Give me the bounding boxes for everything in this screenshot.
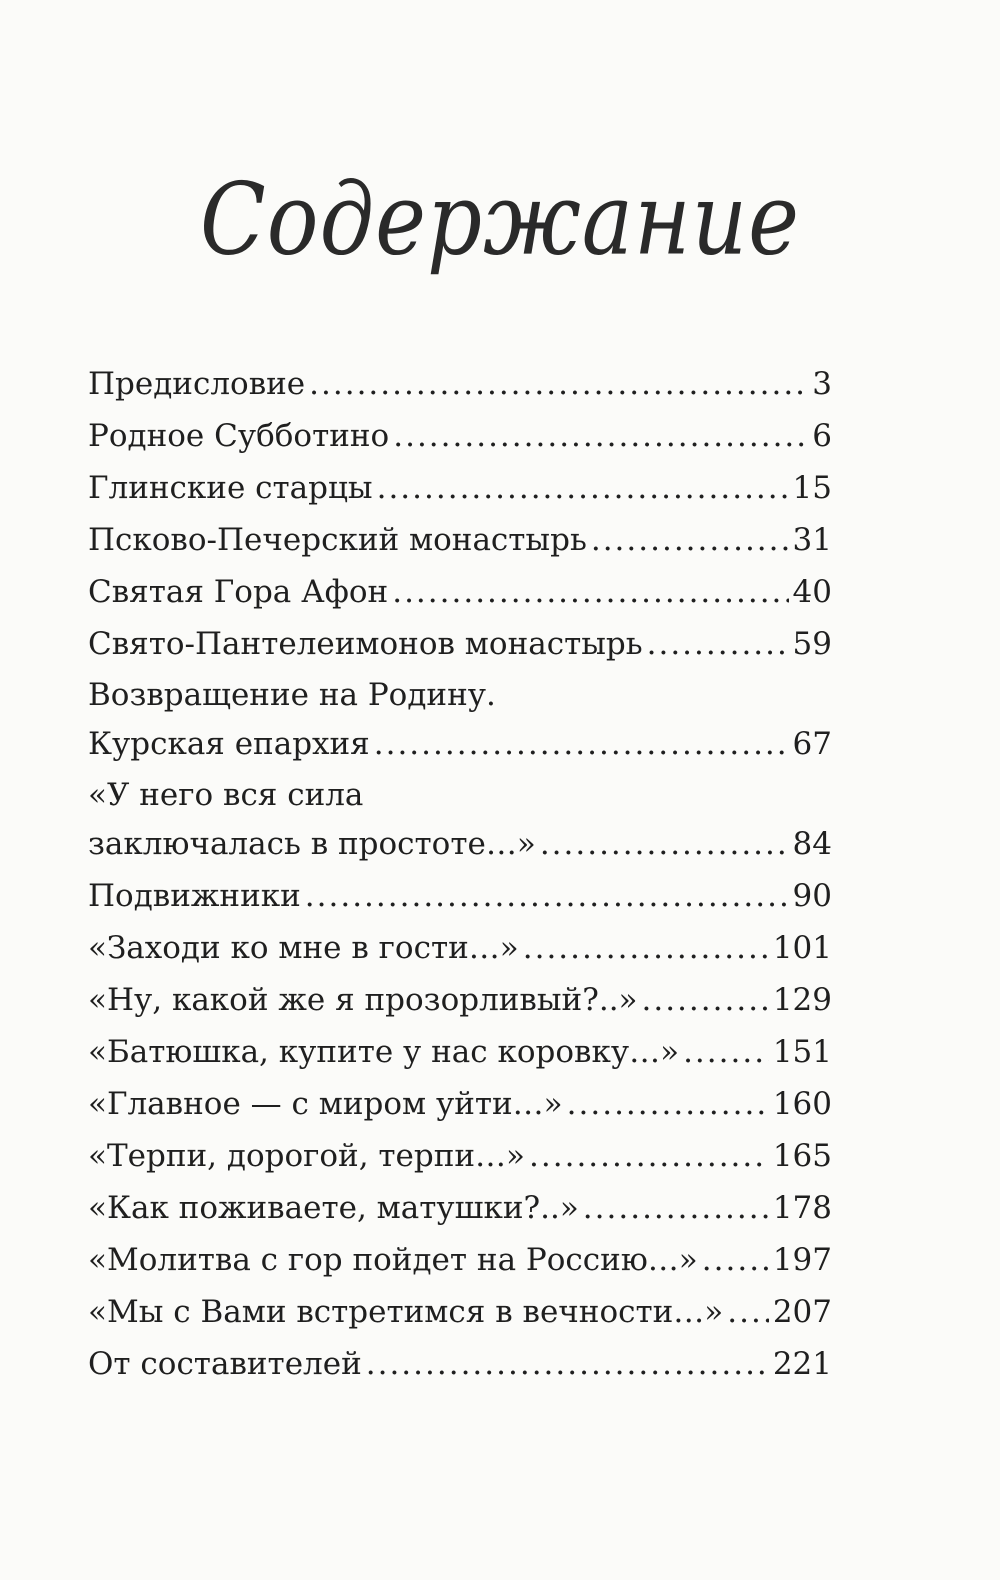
toc-entry-title: «Молитва с гор пойдет на Россию…» — [88, 1242, 698, 1278]
toc-entry — [88, 1338, 832, 1390]
dot-leader — [529, 1130, 769, 1182]
toc-entry-page: 3 — [812, 366, 832, 402]
toc-entry-title-line: «У него вся сила — [88, 777, 364, 813]
toc-entry-page: 129 — [772, 982, 832, 1018]
toc-entry-page: 31 — [792, 522, 832, 558]
toc-entry-title: Подвижники — [88, 878, 301, 914]
table-of-contents — [88, 358, 832, 1390]
dot-leader — [591, 514, 789, 566]
dot-leader — [647, 618, 789, 670]
dot-leader — [305, 870, 789, 922]
toc-entry-page: 40 — [792, 574, 832, 610]
toc-entry-page: 160 — [772, 1086, 832, 1122]
dot-leader — [683, 1026, 769, 1078]
toc-entry-page: 90 — [792, 878, 832, 914]
toc-entry-page: 6 — [812, 418, 832, 454]
toc-entry — [88, 1182, 832, 1234]
toc-entry — [88, 1078, 832, 1130]
toc-entry — [88, 514, 832, 566]
toc-entry — [88, 1130, 832, 1182]
page-title: Содержание — [200, 162, 800, 278]
toc-entry-title: Святая Гора Афон — [88, 574, 389, 610]
toc-entry-page: 178 — [772, 1190, 832, 1226]
toc-entry — [88, 566, 832, 618]
toc-entry-title: «Главное — с миром уйти…» — [88, 1086, 563, 1122]
dot-leader — [727, 1286, 769, 1338]
dot-leader — [374, 718, 789, 770]
dot-leader — [377, 462, 789, 514]
dot-leader — [393, 410, 808, 462]
toc-entry — [88, 1234, 832, 1286]
toc-entry-page: 197 — [772, 1242, 832, 1278]
toc-entry — [88, 462, 832, 514]
toc-entry — [88, 922, 832, 974]
toc-entry — [88, 358, 832, 410]
toc-entry-title: «Ну, какой же я прозорливый?..» — [88, 982, 638, 1018]
toc-entry — [88, 1026, 832, 1078]
toc-entry-title: Родное Субботино — [88, 418, 390, 454]
dot-leader — [702, 1234, 769, 1286]
toc-entry-page: 59 — [792, 626, 832, 662]
toc-entry-title: «Как поживаете, матушки?..» — [88, 1190, 579, 1226]
toc-entry-page: 151 — [772, 1034, 832, 1070]
toc-entry — [88, 410, 832, 462]
toc-entry — [88, 618, 832, 670]
toc-entry-title: «Заходи ко мне в гости…» — [88, 930, 519, 966]
toc-entry — [88, 672, 832, 770]
toc-entry-title: Глинские старцы — [88, 470, 373, 506]
dot-leader — [523, 922, 769, 974]
toc-entry-title: Свято-Пантелеимонов монастырь — [88, 626, 643, 662]
toc-entry-page: 101 — [772, 930, 832, 966]
dot-leader — [540, 818, 789, 870]
toc-entry — [88, 870, 832, 922]
toc-entry-page: 221 — [772, 1346, 832, 1382]
dot-leader — [567, 1078, 769, 1130]
toc-entry — [88, 772, 832, 870]
toc-entry-page: 67 — [792, 726, 832, 762]
dot-leader — [309, 358, 808, 410]
toc-entry-title: Курская епархия — [88, 726, 370, 762]
toc-entry-title: Псково-Печерский монастырь — [88, 522, 587, 558]
toc-entry-title: «Батюшка, купите у нас коровку…» — [88, 1034, 680, 1070]
toc-entry — [88, 1286, 832, 1338]
toc-entry-title: «Терпи, дорогой, терпи…» — [88, 1138, 526, 1174]
toc-entry-page: 207 — [772, 1294, 832, 1330]
toc-entry-page: 165 — [772, 1138, 832, 1174]
toc-entry-title: заключалась в простоте…» — [88, 826, 536, 862]
dot-leader — [392, 566, 788, 618]
dot-leader — [642, 974, 769, 1026]
toc-entry-title: «Мы с Вами встретимся в вечности…» — [88, 1294, 724, 1330]
toc-entry-page: 15 — [792, 470, 832, 506]
dot-leader — [366, 1338, 769, 1390]
toc-entry-page: 84 — [792, 826, 832, 862]
toc-entry-title: От составителей — [88, 1346, 362, 1382]
toc-entry — [88, 974, 832, 1026]
dot-leader — [583, 1182, 769, 1234]
toc-entry-title: Предисловие — [88, 366, 306, 402]
toc-entry-title-line: Возвращение на Родину. — [88, 677, 496, 713]
